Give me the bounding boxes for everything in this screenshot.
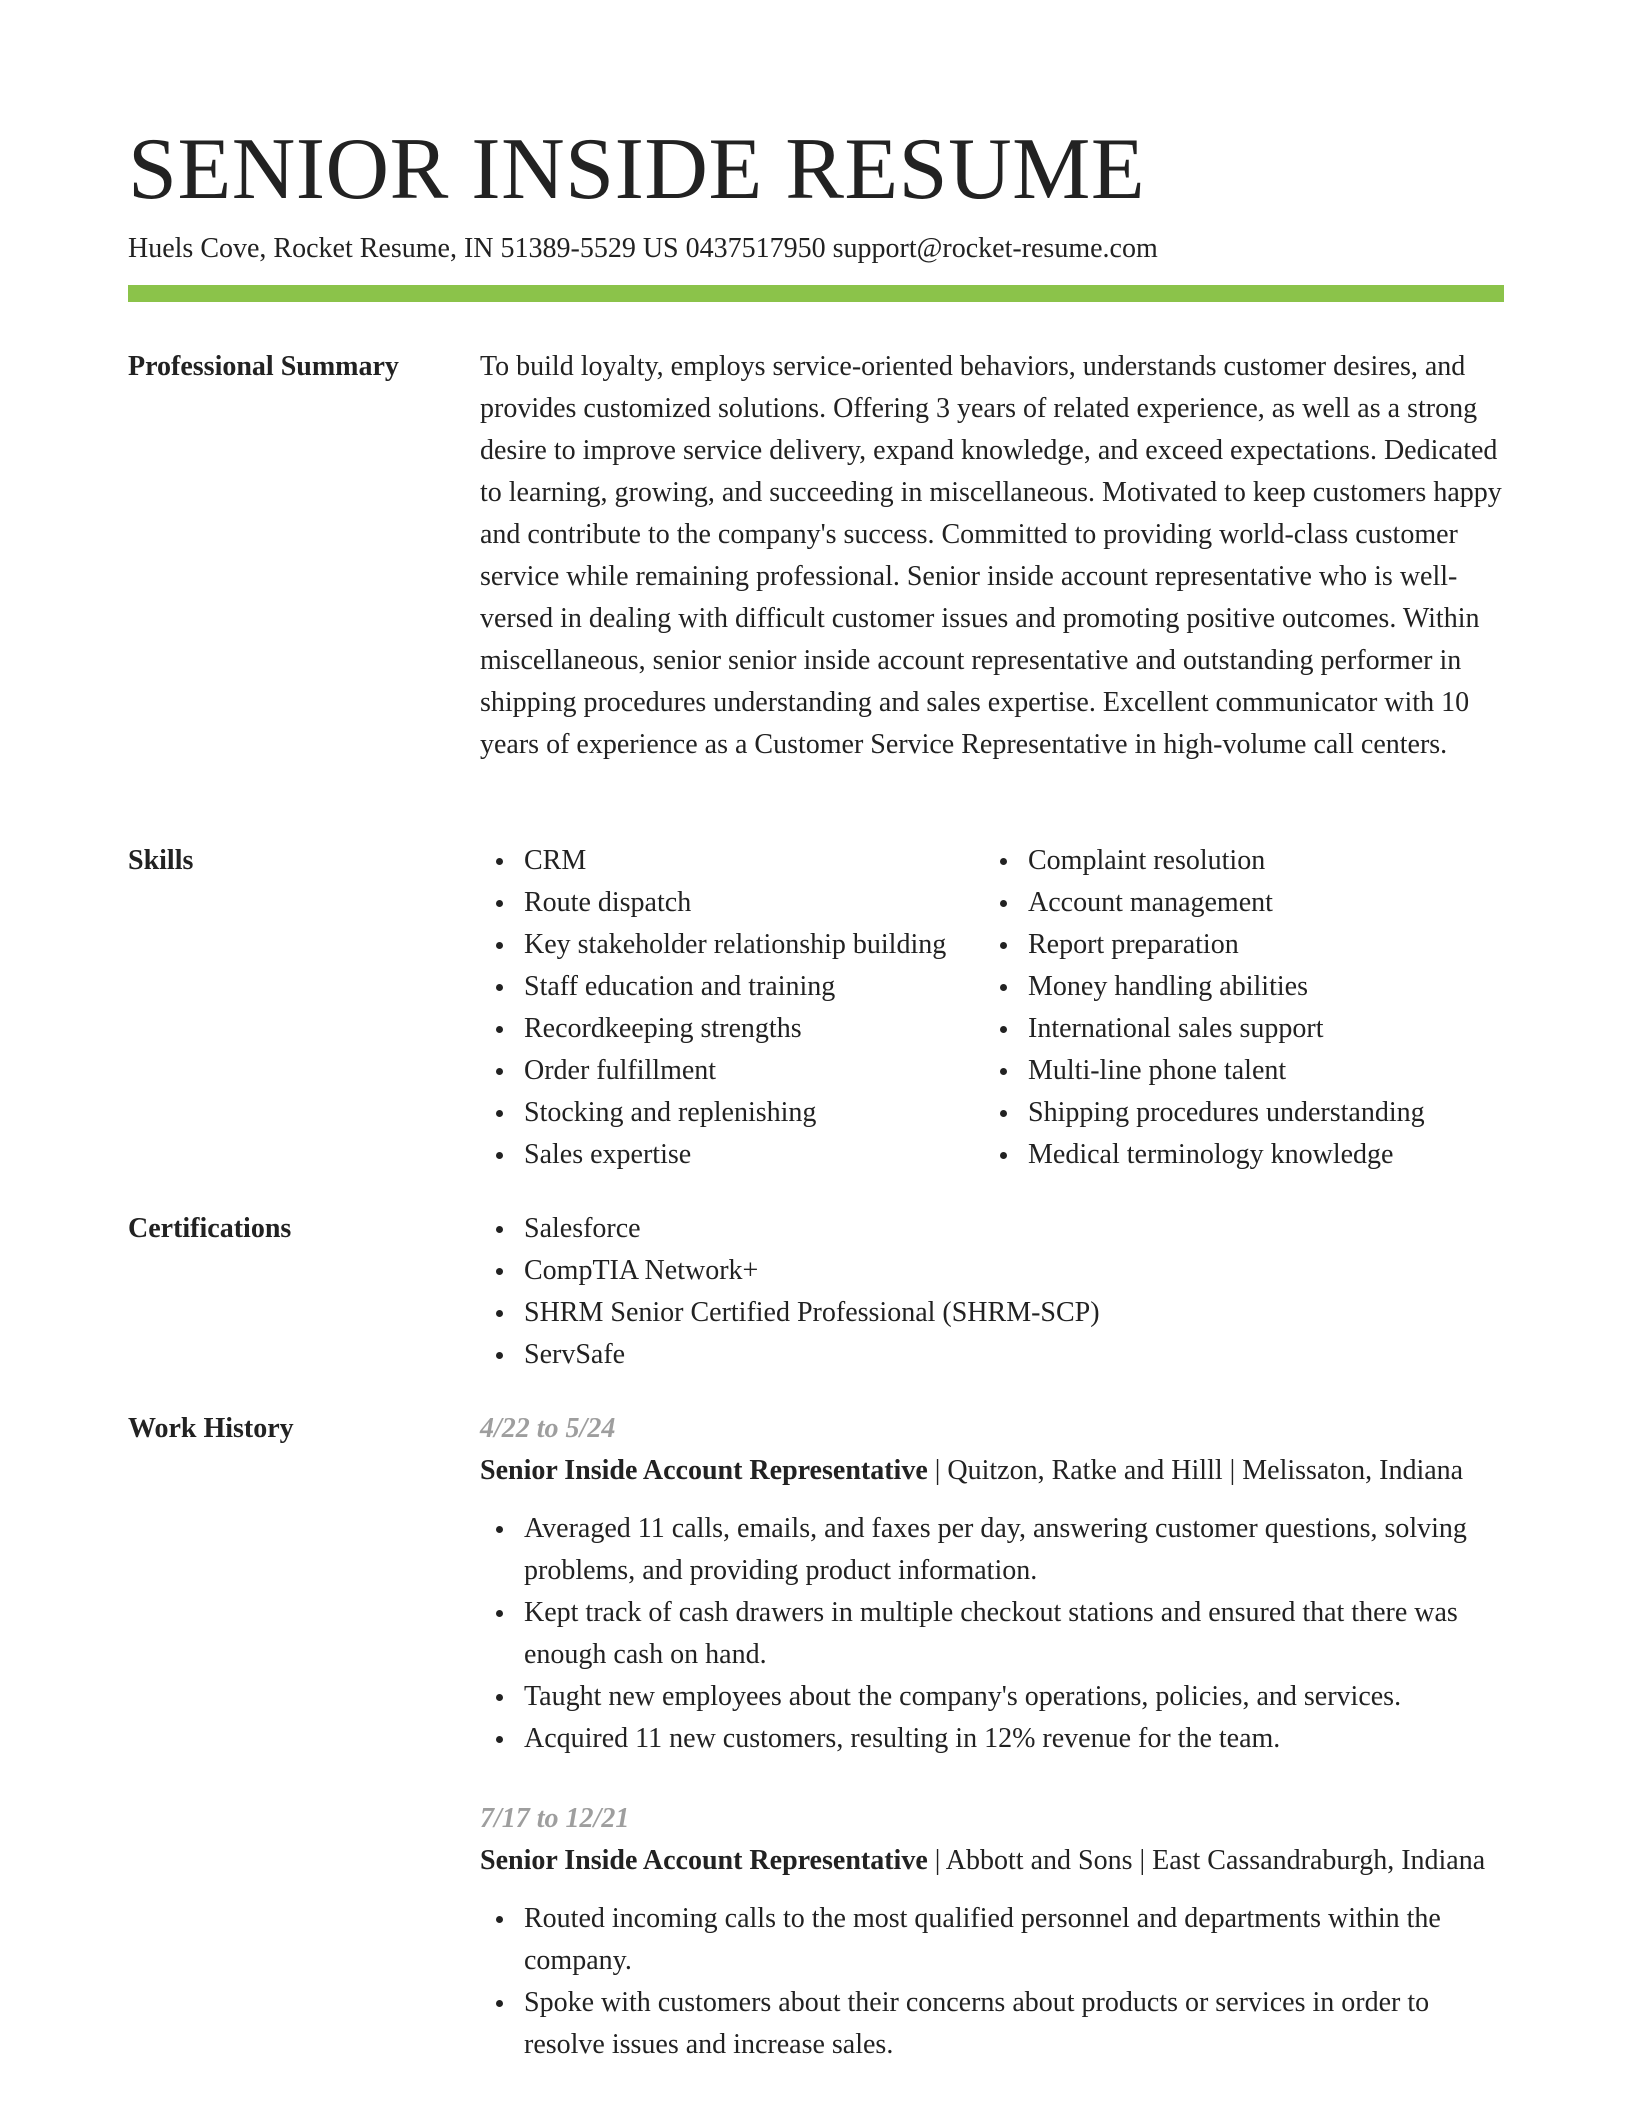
job-bullet: Acquired 11 new customers, resulting in 12% revenue for the team. — [480, 1718, 1504, 1760]
contact-line: Huels Cove, Rocket Resume, IN 51389-5529 US 0437517950 support@rocket-resume.com — [128, 233, 1158, 264]
certifications-body — [480, 1208, 1504, 1376]
job-title-line — [480, 1450, 1504, 1492]
job-details: | Abbott and Sons | East Cassandraburgh, Indiana — [927, 1845, 1486, 1876]
skills-heading: Skills — [128, 845, 194, 876]
skill-item: Shipping procedures understanding — [984, 1092, 1484, 1134]
skill-item: Key stakeholder relationship building — [480, 924, 980, 966]
skills-list-right — [984, 840, 1484, 1176]
work-history-body — [480, 1408, 1504, 2104]
job-bullet: Taught new employees about the company's operations, policies, and services. — [480, 1676, 1504, 1718]
certification-item: ServSafe — [480, 1334, 1504, 1376]
skill-item: Complaint resolution — [984, 840, 1484, 882]
skill-item: Multi-line phone talent — [984, 1050, 1484, 1092]
job-bullet: Averaged 11 calls, emails, and faxes per day, answering customer questions, solving problems, and providing product information. — [480, 1508, 1504, 1592]
summary-body — [480, 346, 1504, 766]
skill-item: Report preparation — [984, 924, 1484, 966]
skill-item: Order fulfillment — [480, 1050, 980, 1092]
job-role: Senior Inside Account Representative — [480, 1455, 928, 1486]
resume-title: SENIOR INSIDE RESUME — [128, 121, 1146, 218]
certifications-heading: Certifications — [128, 1213, 292, 1244]
job-bullets — [480, 1898, 1504, 2066]
job-entry — [480, 1798, 1504, 2066]
summary-text: To build loyalty, employs service-oriented behaviors, understands customer desires, and provides customized solutions. Offering 3 years of related experience, as well as a strong desire to improve service delivery, expand knowledge, and exceed expectations. Dedicated to learning, growing, and succeeding in miscellaneous. Motivated to keep customers happy and contribute to the company's success. Committed to providing world-class customer service while remaining professional. Senior inside account representative who is well-versed in dealing with difficult customer issues and promoting positive outcomes. Within miscellaneous, senior senior inside account representative and outstanding performer in shipping procedures understanding and sales expertise. Excellent communicator with 10 years of experience as a Customer Service Representative in high-volume call centers. — [480, 351, 1502, 760]
skill-item: Route dispatch — [480, 882, 980, 924]
job-bullet: Kept track of cash drawers in multiple checkout stations and ensured that there was enough cash on hand. — [480, 1592, 1504, 1676]
job-title-line — [480, 1840, 1504, 1882]
certification-item: CompTIA Network+ — [480, 1250, 1504, 1292]
skill-item: Medical terminology knowledge — [984, 1134, 1484, 1176]
job-bullet: Routed incoming calls to the most qualified personnel and departments within the company. — [480, 1898, 1504, 1982]
skill-item: CRM — [480, 840, 980, 882]
job-bullets — [480, 1508, 1504, 1760]
skill-item: Recordkeeping strengths — [480, 1008, 980, 1050]
certification-item: SHRM Senior Certified Professional (SHRM-SCP) — [480, 1292, 1504, 1334]
header-divider — [128, 285, 1504, 302]
skill-item: International sales support — [984, 1008, 1484, 1050]
certifications-list — [480, 1208, 1504, 1376]
job-bullet: Spoke with customers about their concerns about products or services in order to resolve issues and increase sales. — [480, 1982, 1504, 2066]
summary-heading: Professional Summary — [128, 351, 399, 382]
skill-item: Sales expertise — [480, 1134, 980, 1176]
job-role: Senior Inside Account Representative — [480, 1845, 928, 1876]
job-details: | Quitzon, Ratke and Hilll | Melissaton, Indiana — [927, 1455, 1464, 1486]
job-dates: 4/22 to 5/24 — [480, 1413, 616, 1444]
skills-list-left — [480, 840, 980, 1176]
skill-item: Money handling abilities — [984, 966, 1484, 1008]
certification-item: Salesforce — [480, 1208, 1504, 1250]
skill-item: Stocking and replenishing — [480, 1092, 980, 1134]
skill-item: Staff education and training — [480, 966, 980, 1008]
work-history-heading: Work History — [128, 1413, 294, 1444]
job-entry — [480, 1408, 1504, 1760]
skill-item: Account management — [984, 882, 1484, 924]
job-dates: 7/17 to 12/21 — [480, 1803, 630, 1834]
